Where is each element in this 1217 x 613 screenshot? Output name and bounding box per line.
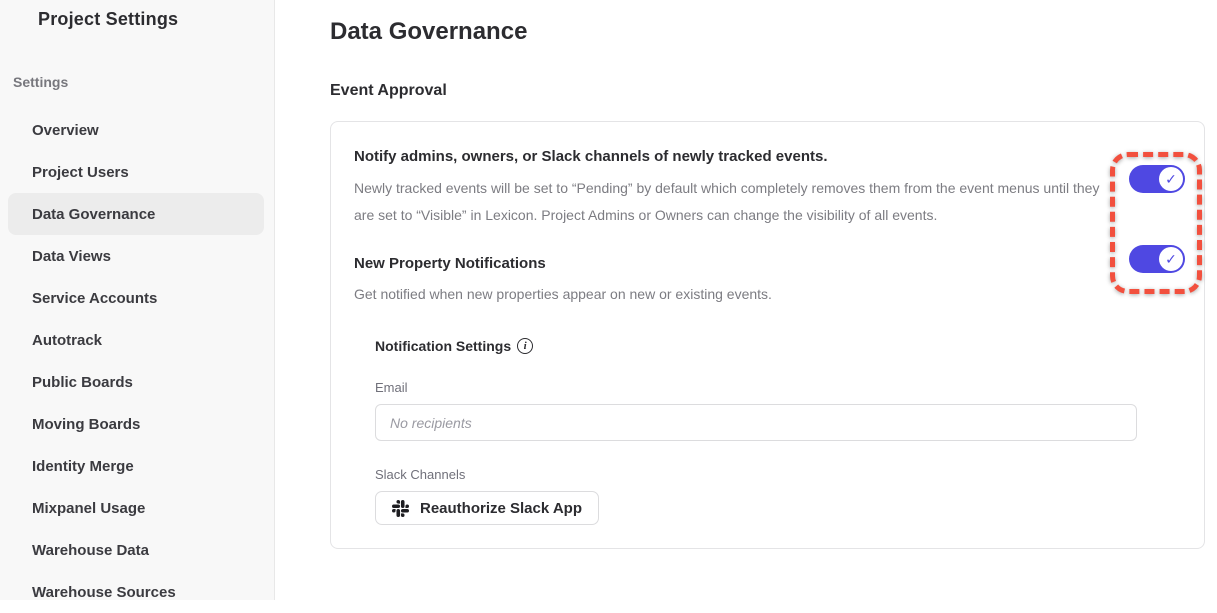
sidebar-item-identity-merge[interactable]: Identity Merge: [32, 457, 134, 475]
event-approval-card: [330, 121, 1205, 549]
new-property-notifications-title: New Property Notifications: [354, 255, 546, 272]
sidebar-section-label: Settings: [13, 74, 69, 90]
new-property-notifications-toggle[interactable]: [1129, 245, 1185, 273]
sidebar-item-data-governance[interactable]: Data Governance: [8, 193, 264, 235]
sidebar-item-autotrack[interactable]: Autotrack: [32, 331, 103, 349]
sidebar-item-moving-boards[interactable]: Moving Boards: [32, 415, 141, 433]
toggle-knob-check-icon: ✓: [1159, 167, 1183, 191]
slack-button-label: Reauthorize Slack App: [420, 499, 582, 517]
event-approval-setting-title: Notify admins, owners, or Slack channels of newly tracked events.: [354, 148, 828, 165]
sidebar-item-project-users[interactable]: Project Users: [32, 163, 129, 181]
slack-channels-label: Slack Channels: [375, 467, 466, 482]
slack-icon: [392, 500, 409, 517]
email-label: Email: [375, 380, 408, 395]
sidebar-item-warehouse-data[interactable]: Warehouse Data: [32, 541, 149, 559]
new-property-notifications-description: Get notified when new properties appear on new or existing events.: [354, 286, 772, 302]
event-approval-toggle[interactable]: [1129, 165, 1185, 193]
notification-settings-section: [375, 338, 1181, 525]
settings-sidebar: [0, 0, 275, 600]
sidebar-item-mixpanel-usage[interactable]: Mixpanel Usage: [32, 499, 146, 517]
toggle-knob-check-icon: ✓: [1159, 247, 1183, 271]
sidebar-nav: [0, 109, 274, 613]
info-circle-icon[interactable]: i: [517, 338, 533, 354]
sidebar-item-overview[interactable]: Overview: [32, 121, 99, 139]
sidebar-item-public-boards[interactable]: Public Boards: [32, 373, 133, 391]
sidebar-item-data-views[interactable]: Data Views: [32, 247, 111, 265]
sidebar-item-warehouse-sources[interactable]: Warehouse Sources: [32, 583, 176, 601]
sidebar-item-service-accounts[interactable]: Service Accounts: [32, 289, 158, 307]
sidebar-title: Project Settings: [38, 9, 179, 29]
notification-settings-title: Notification Settings: [375, 338, 512, 354]
page-title: Data Governance: [330, 18, 528, 45]
email-recipients-input[interactable]: [375, 404, 1137, 441]
main-content: [276, 0, 1217, 600]
event-approval-heading: Event Approval: [330, 82, 447, 99]
event-approval-setting-description: Newly tracked events will be set to “Pending” by default which completely removes them from the event menus until they are set to “Visible” in Lexicon. Project Admins or Owners can change the visibility of all events.: [354, 180, 1100, 223]
reauthorize-slack-button[interactable]: [375, 491, 599, 525]
